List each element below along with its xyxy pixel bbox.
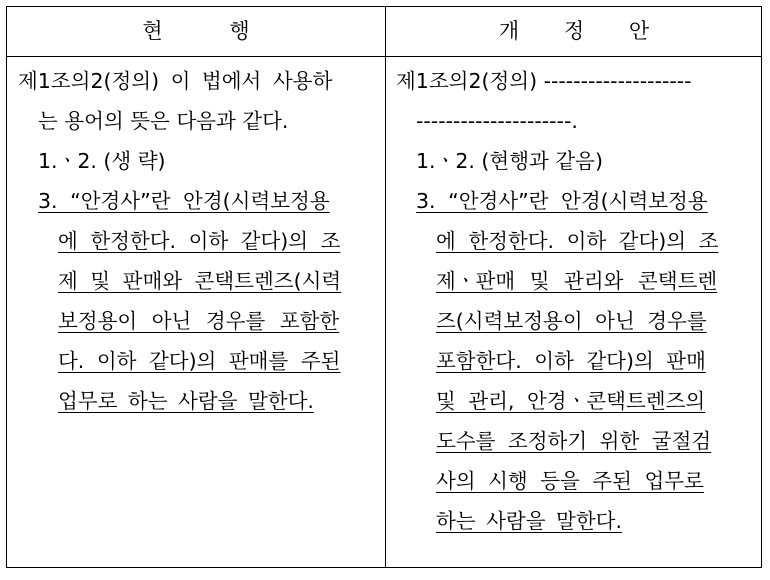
revised-line: 3. “안경사”란 안경(시력보정용 <box>416 189 708 213</box>
revised-line: 및 관리, 안경ㆍ콘택트렌즈의 <box>436 389 706 413</box>
revised-line: 제ㆍ판매 및 관리와 콘택트렌 <box>436 269 718 293</box>
revised-line: 도수를 조정하기 위한 굴절검 <box>436 429 712 453</box>
header-divider <box>7 56 761 57</box>
current-line: 3. “안경사”란 안경(시력보정용 <box>38 189 330 213</box>
revised-line: 1.ㆍ2. (현행과 같음) <box>416 149 603 173</box>
revised-text-column <box>396 61 754 541</box>
revised-line: ---------------------. <box>416 109 578 133</box>
comparison-table <box>6 6 762 568</box>
revised-line: 사의 시행 등을 주된 업무로 <box>436 469 704 493</box>
current-line: 다. 이하 같다)의 판매를 주된 <box>58 349 341 373</box>
current-line: 제 및 판매와 콘택트렌즈(시력 <box>58 269 342 293</box>
current-column-title: 현 행 <box>142 19 250 43</box>
revised-line: 포함한다. 이하 같다)의 판매 <box>436 349 706 373</box>
revised-line: 제1조의2(정의) -------------------- <box>396 69 692 93</box>
current-line: 는 용어의 뜻은 다음과 같다. <box>38 109 289 133</box>
revised-line: 하는 사람을 말한다. <box>436 509 622 533</box>
revised-column-title: 개 정 안 <box>498 19 650 43</box>
current-column-header <box>7 7 385 56</box>
revised-column-header <box>386 7 762 56</box>
current-text-column <box>18 61 378 421</box>
current-line: 에 한정한다. 이하 같다)의 조 <box>58 229 341 253</box>
revised-line: 에 한정한다. 이하 같다)의 조 <box>436 229 719 253</box>
current-line: 보정용이 아닌 경우를 포함한 <box>58 309 340 333</box>
current-line: 업무로 하는 사람을 말한다. <box>58 389 314 413</box>
current-line: 제1조의2(정의) 이 법에서 사용하 <box>18 69 333 93</box>
revised-line: 즈(시력보정용이 아닌 경우를 <box>436 309 707 333</box>
current-line: 1.ㆍ2. (생 략) <box>38 149 166 173</box>
column-divider <box>385 7 386 567</box>
